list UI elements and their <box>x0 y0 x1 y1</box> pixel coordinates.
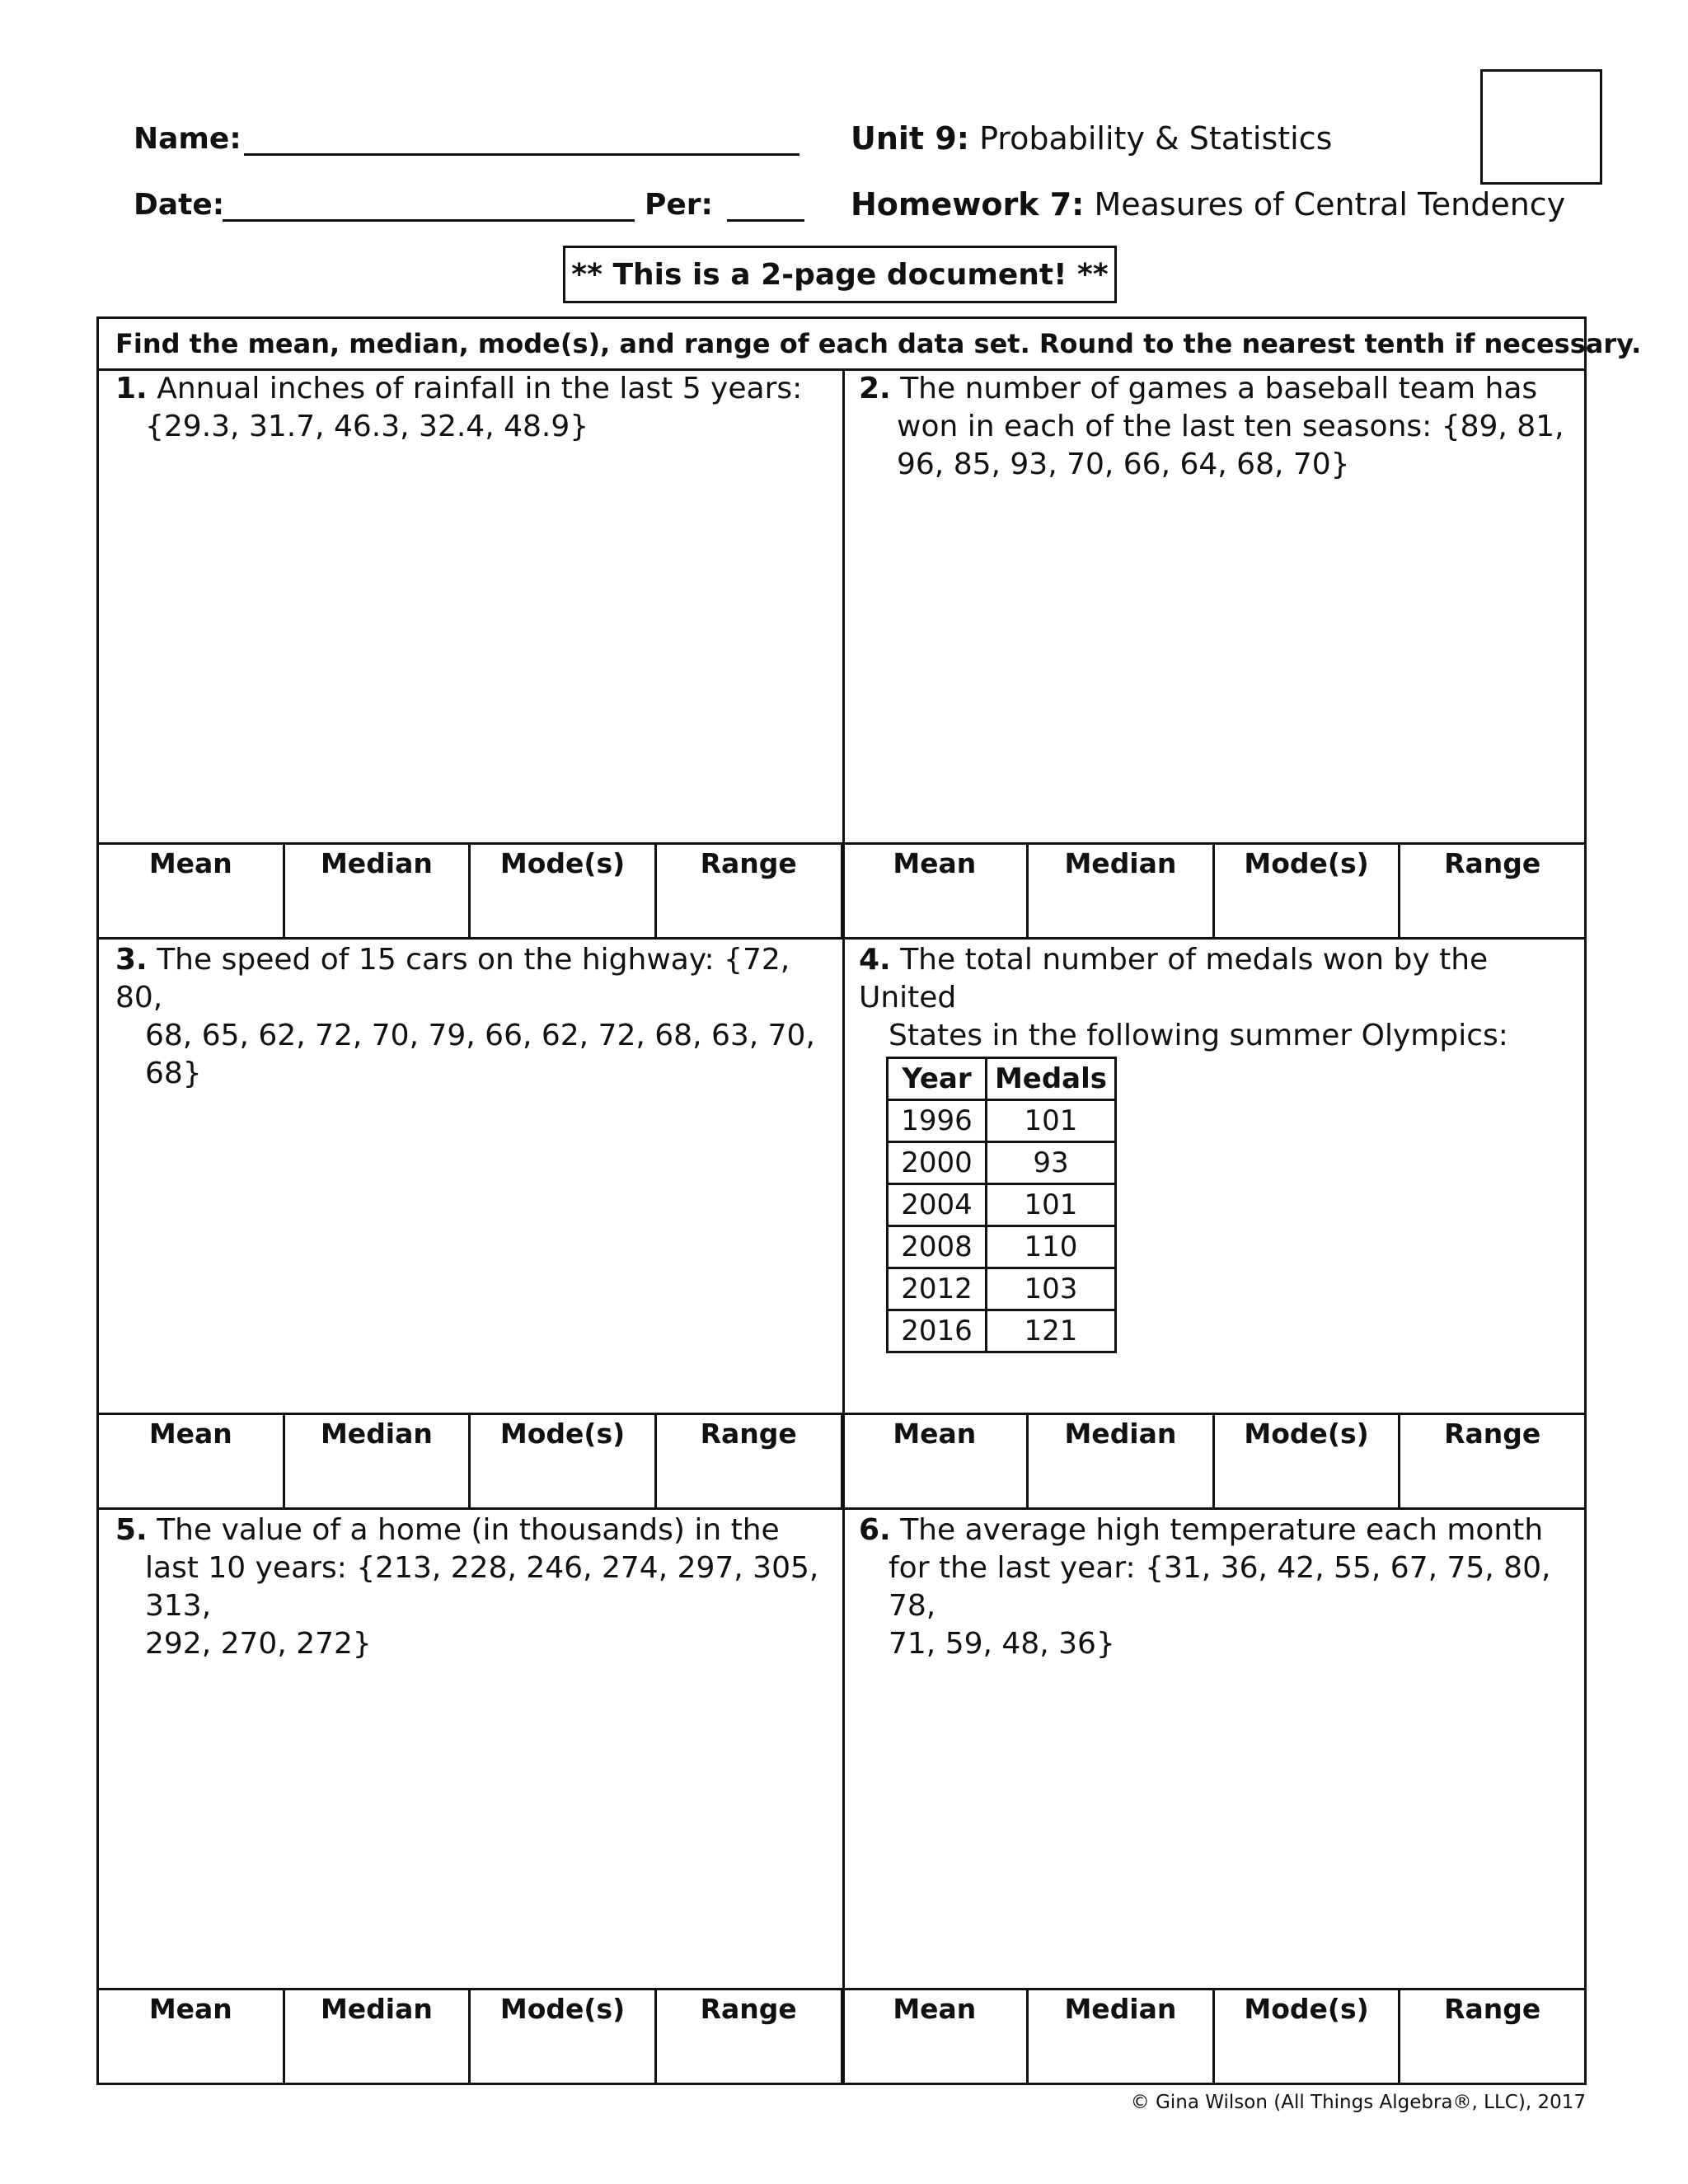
name-label: Name: <box>134 122 241 156</box>
mode-cell[interactable]: Mode(s) <box>1215 1413 1401 1507</box>
range-cell[interactable]: Range <box>657 842 843 937</box>
mode-cell[interactable]: Mode(s) <box>1215 1988 1401 2083</box>
median-cell[interactable]: Median <box>285 842 471 937</box>
problem-3: 3. The speed of 15 cars on the highway: {72, 80, 68, 65, 62, 72, 70, 79, 66, 62, 72, 68, 63, 70, 68} <box>115 943 815 1090</box>
unit-heading <box>851 120 1332 157</box>
date-field[interactable] <box>223 219 635 222</box>
work-area-6[interactable] <box>875 1638 1584 1967</box>
median-cell[interactable]: Median <box>285 1988 471 2083</box>
mode-cell[interactable]: Mode(s) <box>1215 842 1401 937</box>
problem-1: 1. Annual inches of rainfall in the last 5 years: {29.3, 31.7, 46.3, 32.4, 48.9} <box>115 372 803 443</box>
mean-cell[interactable]: Mean <box>99 1413 285 1507</box>
range-cell[interactable]: Range <box>1444 847 1541 879</box>
medals-table <box>886 1057 1117 1353</box>
year-header: Year <box>888 1058 987 1100</box>
copyright-footer: © Gina Wilson (All Things Algebra®, LLC), 2017 <box>1130 2092 1586 2113</box>
mean-cell[interactable]: Mean <box>843 1413 1029 1507</box>
table-row: 2000 93 <box>888 1142 1116 1184</box>
mode-cell[interactable]: Mode(s) <box>471 842 657 937</box>
answer-row-2 <box>99 1413 1584 1507</box>
mean-cell[interactable]: Mean <box>99 842 285 937</box>
mean-cell[interactable]: Mean <box>843 842 1029 937</box>
unit-title: Probability & Statistics <box>979 120 1333 157</box>
homework-label: Homework 7: <box>851 186 1085 223</box>
medals-header: Medals <box>987 1058 1116 1100</box>
range-cell[interactable]: Range <box>657 1413 843 1507</box>
answer-row-3 <box>99 1988 1584 2083</box>
name-field[interactable] <box>244 153 799 156</box>
instructions: Find the mean, median, mode(s), and range of each data set. Round to the nearest tenth if necessary. <box>115 328 1642 359</box>
homework-heading <box>851 186 1565 223</box>
mode-cell[interactable]: Mode(s) <box>471 1413 657 1507</box>
answer-row-1 <box>99 842 1584 937</box>
score-box[interactable] <box>1480 69 1602 185</box>
range-cell[interactable]: Range <box>1444 1418 1541 1450</box>
work-area-1[interactable] <box>132 476 841 789</box>
problem-grid <box>96 316 1642 2085</box>
date-label: Date: <box>134 188 225 222</box>
homework-title: Measures of Central Tendency <box>1094 186 1566 223</box>
problem-2: 2. The number of games a baseball team has won in each of the last ten seasons: {89, 81, 96, 85, 93, 70, 66, 64, 68, 70} <box>859 372 1564 481</box>
range-cell[interactable]: Range <box>657 1988 843 2083</box>
problem-6: 6. The average high temperature each month for the last year: {31, 36, 42, 55, 67, 75, 80, 78, 71, 59, 48, 36} <box>859 1513 1551 1661</box>
two-page-banner: ** This is a 2-page document! ** <box>563 246 1117 303</box>
table-row: 2016 121 <box>888 1310 1116 1352</box>
work-area-3[interactable] <box>132 1028 841 1390</box>
median-cell[interactable]: Median <box>1029 842 1215 937</box>
median-cell[interactable]: Median <box>285 1413 471 1507</box>
work-area-5[interactable] <box>132 1638 841 1967</box>
center-divider <box>842 368 845 2083</box>
period-label: Per: <box>645 188 713 222</box>
problem-5: 5. The value of a home (in thousands) in the last 10 years: {213, 228, 246, 274, 297, 305, 313, 292, 270, 272} <box>115 1513 819 1661</box>
mean-cell[interactable]: Mean <box>843 1988 1029 2083</box>
work-area-2[interactable] <box>875 476 1584 789</box>
problem-4: 4. The total number of medals won by the United States in the following summer Olympics: <box>859 943 1508 1052</box>
median-cell[interactable]: Median <box>1029 1988 1215 2083</box>
answer-row-2-bottom <box>99 1507 1584 1510</box>
mode-cell[interactable]: Mode(s) <box>471 1988 657 2083</box>
median-cell[interactable]: Median <box>1029 1413 1215 1507</box>
table-row: 1996 101 <box>888 1100 1116 1142</box>
table-row: 2004 101 <box>888 1184 1116 1226</box>
answer-row-1-bottom <box>99 937 1584 940</box>
period-field[interactable] <box>727 219 804 222</box>
table-row: 2008 110 <box>888 1226 1116 1268</box>
range-cell[interactable]: Range <box>1444 1993 1541 2025</box>
mean-cell[interactable]: Mean <box>99 1988 285 2083</box>
unit-label: Unit 9: <box>851 120 969 157</box>
table-row: 2012 103 <box>888 1268 1116 1310</box>
